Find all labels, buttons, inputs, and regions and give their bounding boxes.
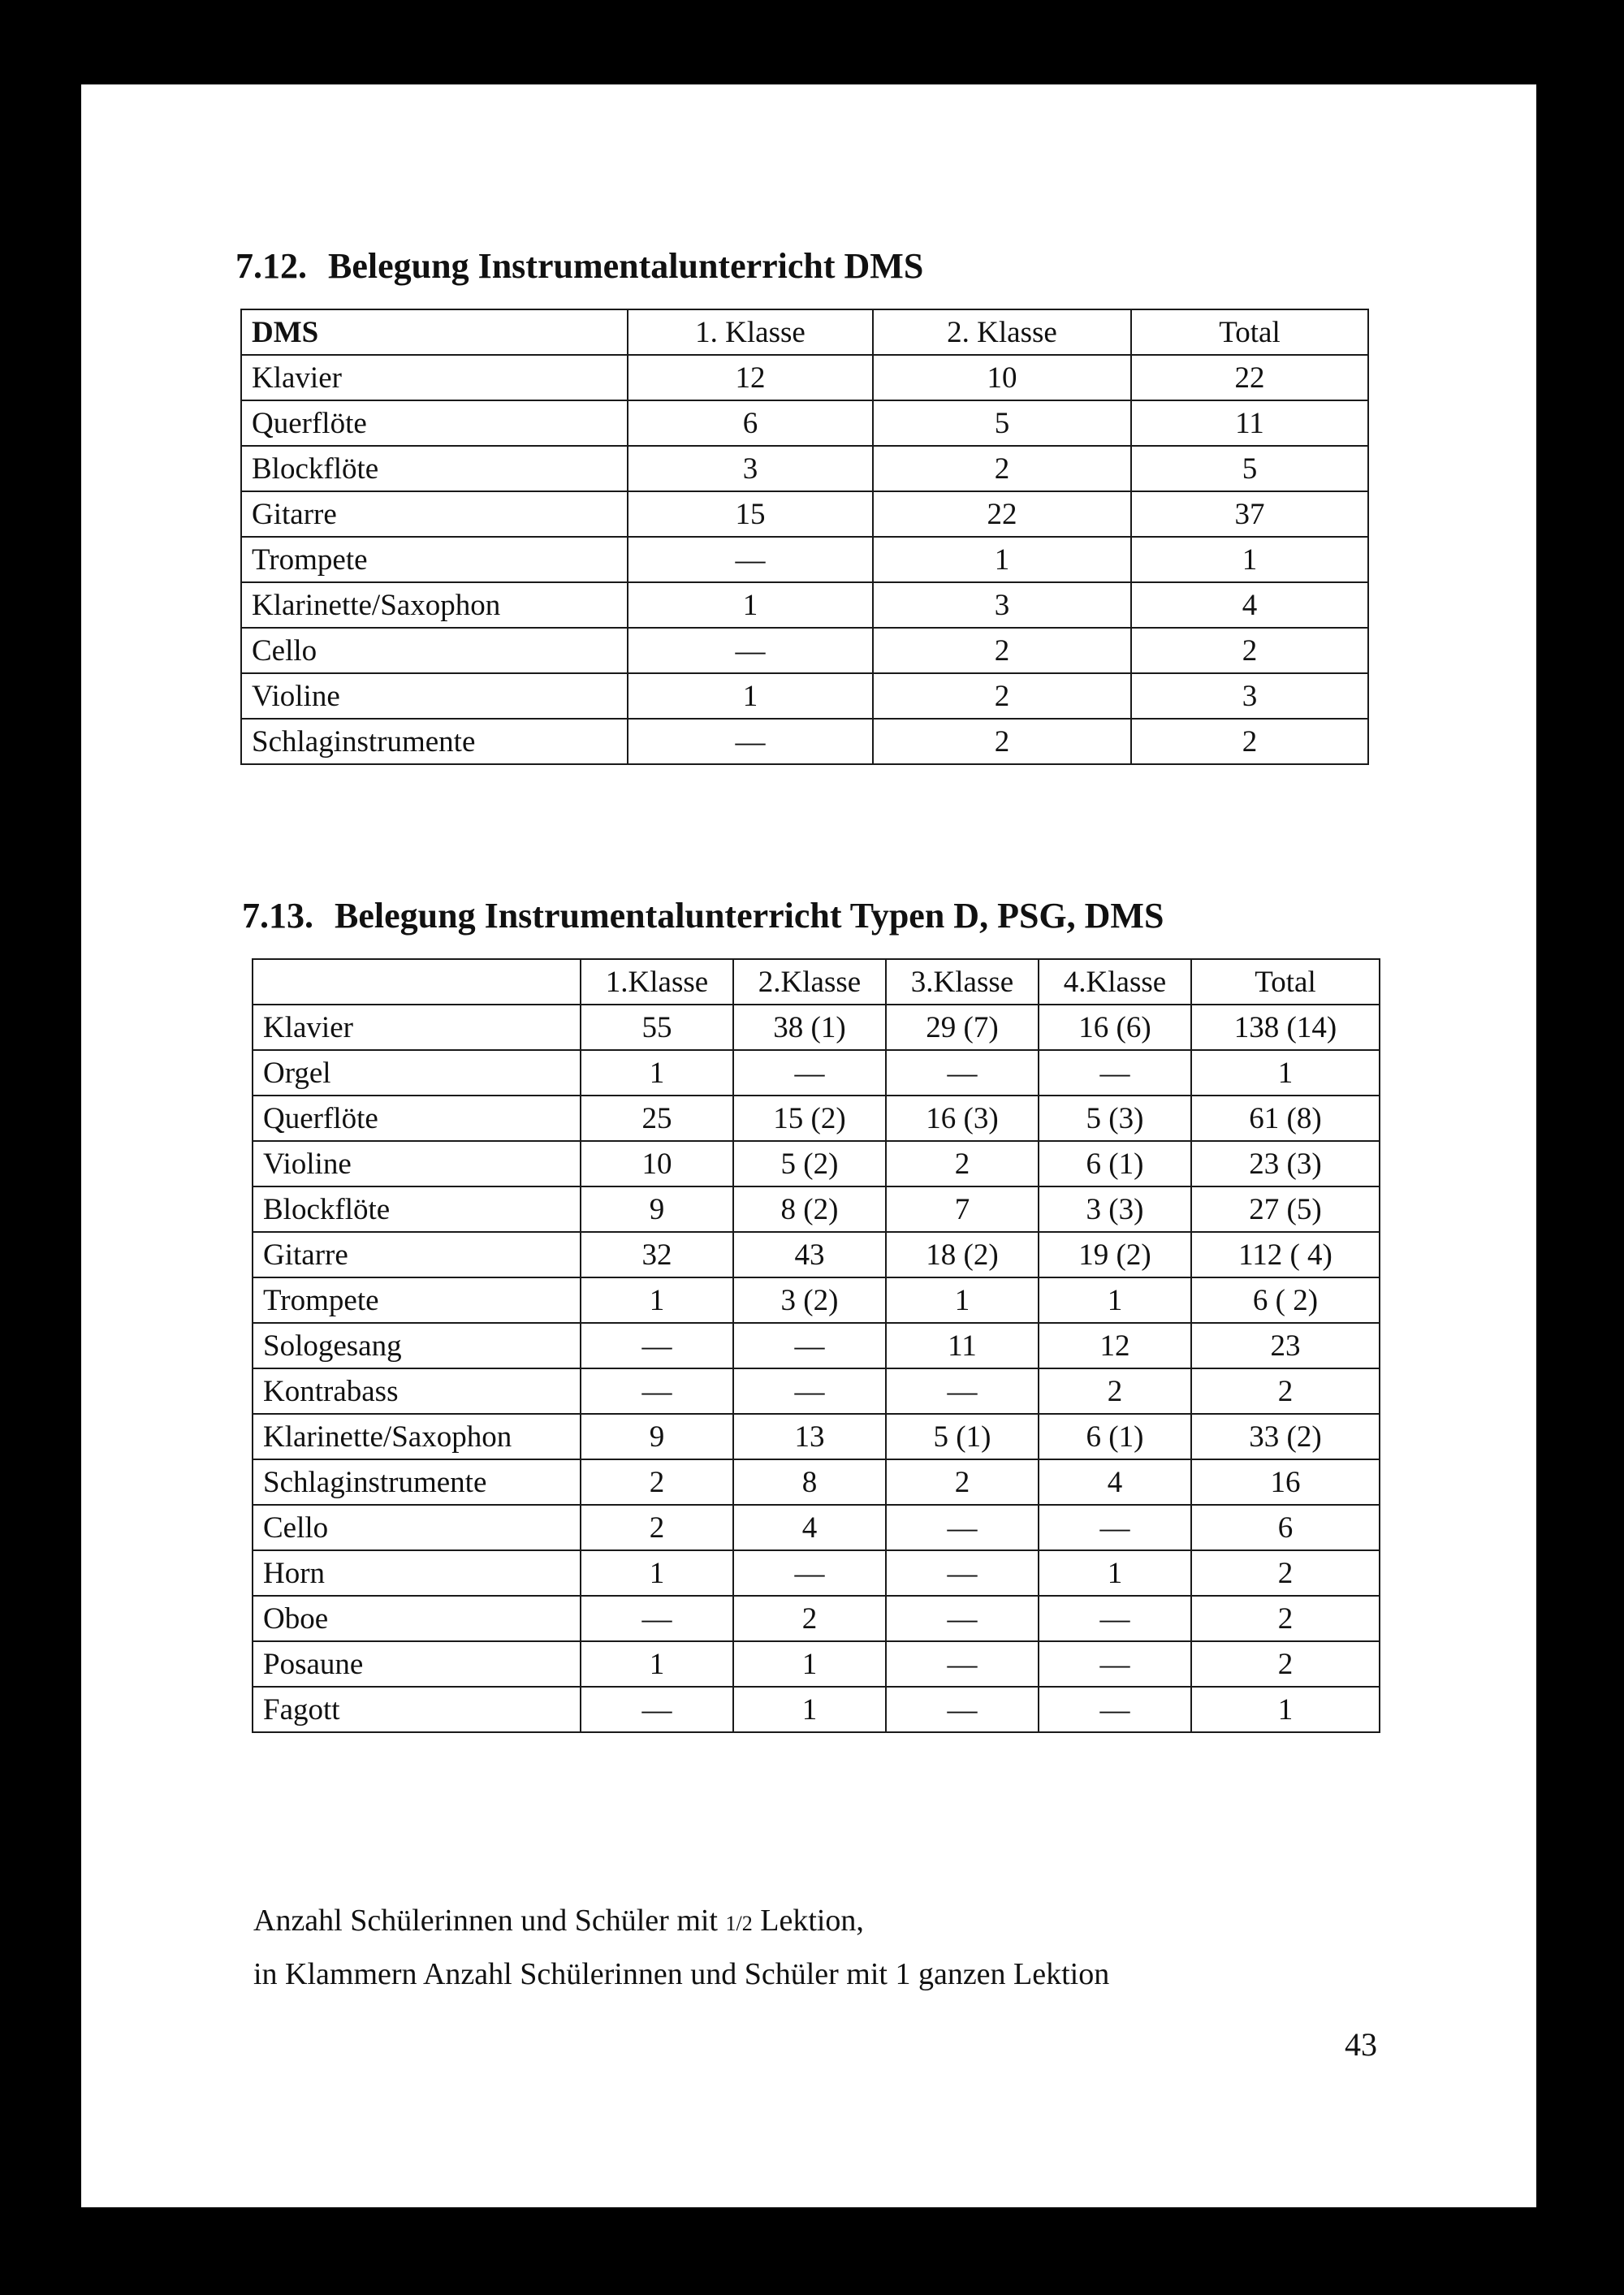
student-count: 8: [733, 1459, 886, 1505]
column-header: 1.Klasse: [581, 959, 733, 1005]
student-count: 2: [1191, 1641, 1380, 1687]
student-count: 1: [581, 1550, 733, 1596]
student-count: 8 (2): [733, 1186, 886, 1232]
footnote-line-1: Anzahl Schülerinnen und Schüler mit 1/2 Lektion,: [253, 1904, 864, 1938]
student-count: —: [628, 628, 873, 673]
instrument-name: Blockflöte: [253, 1186, 581, 1232]
student-count: 7: [886, 1186, 1039, 1232]
column-header: 2.Klasse: [733, 959, 886, 1005]
student-count: —: [581, 1323, 733, 1368]
section-title: Belegung Instrumentalunterricht Typen D, PSG, DMS: [335, 896, 1164, 936]
table-row: [253, 1596, 1380, 1641]
student-count: 13: [733, 1414, 886, 1459]
student-count: 2: [873, 719, 1131, 764]
footnote-line-2: in Klammern Anzahl Schülerinnen und Schüler mit 1 ganzen Lektion: [253, 1957, 1110, 1991]
student-count: 2: [1191, 1550, 1380, 1596]
student-count: 5 (3): [1039, 1096, 1191, 1141]
student-count: 2: [1191, 1368, 1380, 1414]
instrument-name: Kontrabass: [253, 1368, 581, 1414]
table-row: [253, 1186, 1380, 1232]
student-count: —: [886, 1505, 1039, 1550]
student-count: 23 (3): [1191, 1141, 1380, 1186]
student-count: —: [886, 1550, 1039, 1596]
instrument-name: Querflöte: [241, 400, 628, 446]
table-row: [253, 1505, 1380, 1550]
student-count: 2: [886, 1141, 1039, 1186]
student-count: —: [733, 1323, 886, 1368]
table-row: [241, 719, 1368, 764]
table-row: [241, 355, 1368, 400]
instrument-name: Trompete: [253, 1277, 581, 1323]
student-count: 37: [1131, 491, 1368, 537]
instrument-name: Oboe: [253, 1596, 581, 1641]
student-count: 32: [581, 1232, 733, 1277]
student-count: 43: [733, 1232, 886, 1277]
student-count: 2: [1131, 719, 1368, 764]
column-header: 2. Klasse: [873, 309, 1131, 355]
instrument-name: Querflöte: [253, 1096, 581, 1141]
instrument-name: Klavier: [253, 1005, 581, 1050]
student-count: 16 (6): [1039, 1005, 1191, 1050]
table-header-row: [241, 309, 1368, 355]
student-count: 16 (3): [886, 1096, 1039, 1141]
student-count: —: [886, 1687, 1039, 1732]
student-count: 29 (7): [886, 1005, 1039, 1050]
instrument-name: Fagott: [253, 1687, 581, 1732]
student-count: 2: [733, 1596, 886, 1641]
student-count: 1: [733, 1687, 886, 1732]
student-count: 5: [1131, 446, 1368, 491]
row-header-column: [253, 959, 581, 1005]
student-count: 1: [873, 537, 1131, 582]
table-row: [253, 1414, 1380, 1459]
student-count: 5 (1): [886, 1414, 1039, 1459]
column-header: 3.Klasse: [886, 959, 1039, 1005]
student-count: 18 (2): [886, 1232, 1039, 1277]
student-count: 9: [581, 1186, 733, 1232]
student-count: 25: [581, 1096, 733, 1141]
student-count: 1: [581, 1277, 733, 1323]
student-count: 33 (2): [1191, 1414, 1380, 1459]
student-count: 4: [733, 1505, 886, 1550]
instrument-name: Violine: [253, 1141, 581, 1186]
instrument-name: Blockflöte: [241, 446, 628, 491]
student-count: 9: [581, 1414, 733, 1459]
instrument-name: Violine: [241, 673, 628, 719]
table-row: [241, 673, 1368, 719]
instrument-name: Sologesang: [253, 1323, 581, 1368]
instrument-name: Orgel: [253, 1050, 581, 1096]
document-page: [81, 84, 1536, 2207]
student-count: 2: [886, 1459, 1039, 1505]
column-header: 4.Klasse: [1039, 959, 1191, 1005]
student-count: 12: [628, 355, 873, 400]
types-instrument-table: [252, 958, 1380, 1733]
student-count: 1: [628, 673, 873, 719]
student-count: —: [886, 1596, 1039, 1641]
student-count: 38 (1): [733, 1005, 886, 1050]
student-count: —: [628, 719, 873, 764]
table-header-row: [253, 959, 1380, 1005]
student-count: —: [1039, 1505, 1191, 1550]
student-count: 4: [1039, 1459, 1191, 1505]
student-count: 6: [628, 400, 873, 446]
student-count: —: [733, 1550, 886, 1596]
instrument-name: Posaune: [253, 1641, 581, 1687]
student-count: 22: [1131, 355, 1368, 400]
student-count: —: [886, 1050, 1039, 1096]
table-row: [253, 1323, 1380, 1368]
section-7-13-heading: [242, 898, 1164, 934]
student-count: —: [581, 1368, 733, 1414]
student-count: 2: [873, 628, 1131, 673]
table-row: [253, 1096, 1380, 1141]
student-count: 6 ( 2): [1191, 1277, 1380, 1323]
instrument-name: Klarinette/Saxophon: [241, 582, 628, 628]
student-count: —: [886, 1368, 1039, 1414]
student-count: 1: [733, 1641, 886, 1687]
student-count: 3 (2): [733, 1277, 886, 1323]
row-header-column: DMS: [241, 309, 628, 355]
student-count: 4: [1131, 582, 1368, 628]
half-fraction: 1/2: [725, 1912, 753, 1935]
instrument-name: Cello: [253, 1505, 581, 1550]
student-count: 6: [1191, 1505, 1380, 1550]
student-count: 11: [886, 1323, 1039, 1368]
student-count: 112 ( 4): [1191, 1232, 1380, 1277]
student-count: 2: [873, 673, 1131, 719]
student-count: —: [733, 1050, 886, 1096]
student-count: 138 (14): [1191, 1005, 1380, 1050]
column-header: Total: [1191, 959, 1380, 1005]
table-row: [241, 582, 1368, 628]
student-count: 5: [873, 400, 1131, 446]
student-count: 1: [1039, 1277, 1191, 1323]
instrument-name: Gitarre: [253, 1232, 581, 1277]
student-count: 1: [1191, 1687, 1380, 1732]
table-row: [253, 1050, 1380, 1096]
student-count: 3: [628, 446, 873, 491]
student-count: 2: [873, 446, 1131, 491]
instrument-name: Cello: [241, 628, 628, 673]
student-count: 19 (2): [1039, 1232, 1191, 1277]
student-count: 15 (2): [733, 1096, 886, 1141]
student-count: 3: [1131, 673, 1368, 719]
table-row: [241, 537, 1368, 582]
table-row: [253, 1141, 1380, 1186]
student-count: —: [1039, 1596, 1191, 1641]
student-count: 6 (1): [1039, 1141, 1191, 1186]
table-row: [253, 1550, 1380, 1596]
table-row: [253, 1005, 1380, 1050]
section-number: 7.12.: [235, 246, 307, 286]
student-count: 1: [1131, 537, 1368, 582]
student-count: —: [733, 1368, 886, 1414]
student-count: 2: [1131, 628, 1368, 673]
student-count: 1: [1191, 1050, 1380, 1096]
student-count: 1: [628, 582, 873, 628]
student-count: 27 (5): [1191, 1186, 1380, 1232]
student-count: 1: [581, 1050, 733, 1096]
student-count: —: [1039, 1687, 1191, 1732]
instrument-name: Gitarre: [241, 491, 628, 537]
student-count: 1: [581, 1641, 733, 1687]
table-row: [253, 1687, 1380, 1732]
table-row: [253, 1368, 1380, 1414]
section-title: Belegung Instrumentalunterricht DMS: [328, 246, 924, 286]
instrument-name: Horn: [253, 1550, 581, 1596]
student-count: —: [581, 1596, 733, 1641]
table-row: [253, 1641, 1380, 1687]
student-count: 55: [581, 1005, 733, 1050]
student-count: 5 (2): [733, 1141, 886, 1186]
dms-instrument-table: [240, 309, 1369, 765]
student-count: 12: [1039, 1323, 1191, 1368]
student-count: 2: [581, 1459, 733, 1505]
instrument-name: Schlaginstrumente: [253, 1459, 581, 1505]
student-count: 11: [1131, 400, 1368, 446]
student-count: 2: [581, 1505, 733, 1550]
column-header: Total: [1131, 309, 1368, 355]
table-row: [253, 1459, 1380, 1505]
table-row: [241, 446, 1368, 491]
table-row: [241, 400, 1368, 446]
student-count: 22: [873, 491, 1131, 537]
instrument-name: Schlaginstrumente: [241, 719, 628, 764]
student-count: 23: [1191, 1323, 1380, 1368]
student-count: —: [886, 1641, 1039, 1687]
student-count: 2: [1191, 1596, 1380, 1641]
student-count: 2: [1039, 1368, 1191, 1414]
table-row: [241, 491, 1368, 537]
student-count: 6 (1): [1039, 1414, 1191, 1459]
student-count: 1: [1039, 1550, 1191, 1596]
student-count: —: [1039, 1050, 1191, 1096]
table-row: [241, 628, 1368, 673]
student-count: 61 (8): [1191, 1096, 1380, 1141]
column-header: 1. Klasse: [628, 309, 873, 355]
student-count: 3 (3): [1039, 1186, 1191, 1232]
student-count: —: [581, 1687, 733, 1732]
student-count: —: [628, 537, 873, 582]
student-count: 10: [873, 355, 1131, 400]
instrument-name: Klarinette/Saxophon: [253, 1414, 581, 1459]
table-row: [253, 1277, 1380, 1323]
section-7-12-heading: [235, 246, 924, 286]
student-count: 3: [873, 582, 1131, 628]
student-count: 1: [886, 1277, 1039, 1323]
page-number: 43: [1345, 2026, 1377, 2063]
table-footnote: [253, 1895, 1109, 1999]
student-count: —: [1039, 1641, 1191, 1687]
instrument-name: Klavier: [241, 355, 628, 400]
instrument-name: Trompete: [241, 537, 628, 582]
student-count: 16: [1191, 1459, 1380, 1505]
student-count: 15: [628, 491, 873, 537]
table-row: [253, 1232, 1380, 1277]
student-count: 10: [581, 1141, 733, 1186]
section-number: 7.13.: [242, 896, 313, 936]
